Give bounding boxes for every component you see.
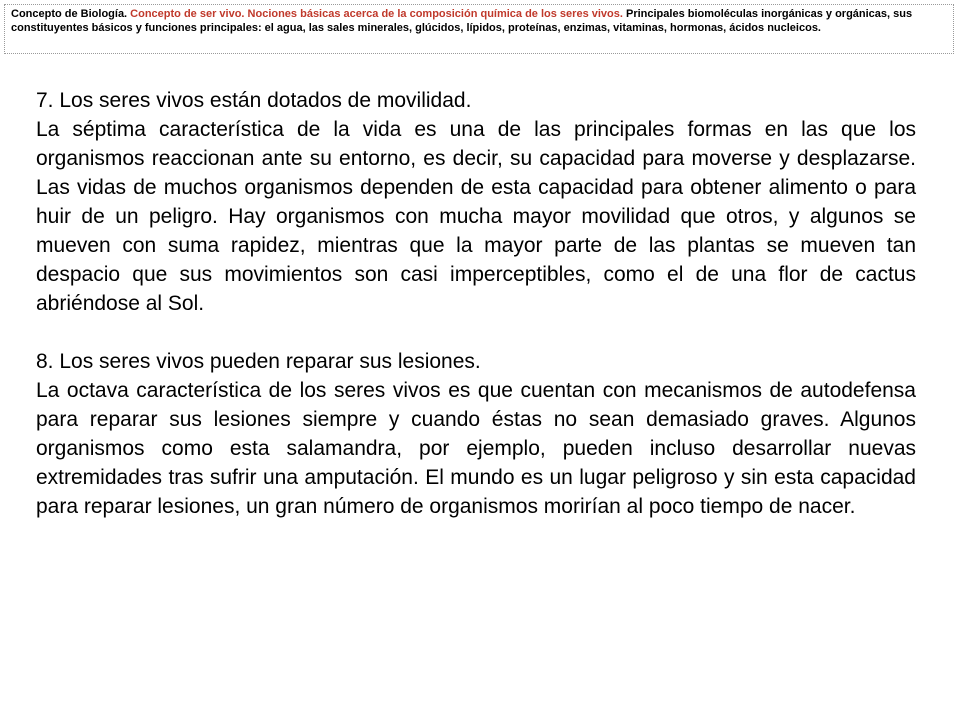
slide-header bbox=[4, 4, 954, 54]
section-7-heading: 7. Los seres vivos están dotados de movilidad. bbox=[36, 89, 472, 112]
section-8-heading: 8. Los seres vivos pueden reparar sus lesiones. bbox=[36, 350, 481, 373]
header-current-topic: Concepto de ser vivo. Nociones básicas acerca de la composición química de los seres vivos. bbox=[130, 8, 623, 20]
header-topic: Concepto de Biología. bbox=[11, 8, 131, 20]
section-8-body: La octava característica de los seres vivos es que cuentan con mecanismos de autodefensa para reparar sus lesiones siempre y cuando éstas no sean demasiado graves. Algunos organismos como esta salamandra, por ejemplo, pueden incluso desarrollar nuevas extremidades tras sufrir una amputación. El mundo es un lugar peligroso y sin esta capacidad para reparar lesiones, un gran número de organismos morirían al poco tiempo de nacer. bbox=[36, 379, 916, 518]
slide-body bbox=[36, 86, 916, 521]
section-spacer bbox=[36, 318, 916, 347]
header-subtopics: Principales biomoléculas inorgánicas y orgánicas, sus constituyentes básicos y funciones principales: el agua, las sales minerales, glúcidos, lípidos, proteínas, enzimas, vitaminas, hormonas, ácidos nucleicos. bbox=[11, 8, 913, 34]
section-7-body: La séptima característica de la vida es una de las principales formas en las que los organismos reaccionan ante su entorno, es decir, su capacidad para moverse y desplazarse. Las vidas de muchos organismos dependen de esta capacidad para obtener alimento o para huir de un peligro. Hay organismos con mucha mayor movilidad que otros, y algunos se mueven con suma rapidez, mientras que la mayor parte de las plantas se mueven tan despacio que sus movimientos son casi imperceptibles, como el de una flor de cactus abriéndose al Sol. bbox=[36, 118, 916, 315]
